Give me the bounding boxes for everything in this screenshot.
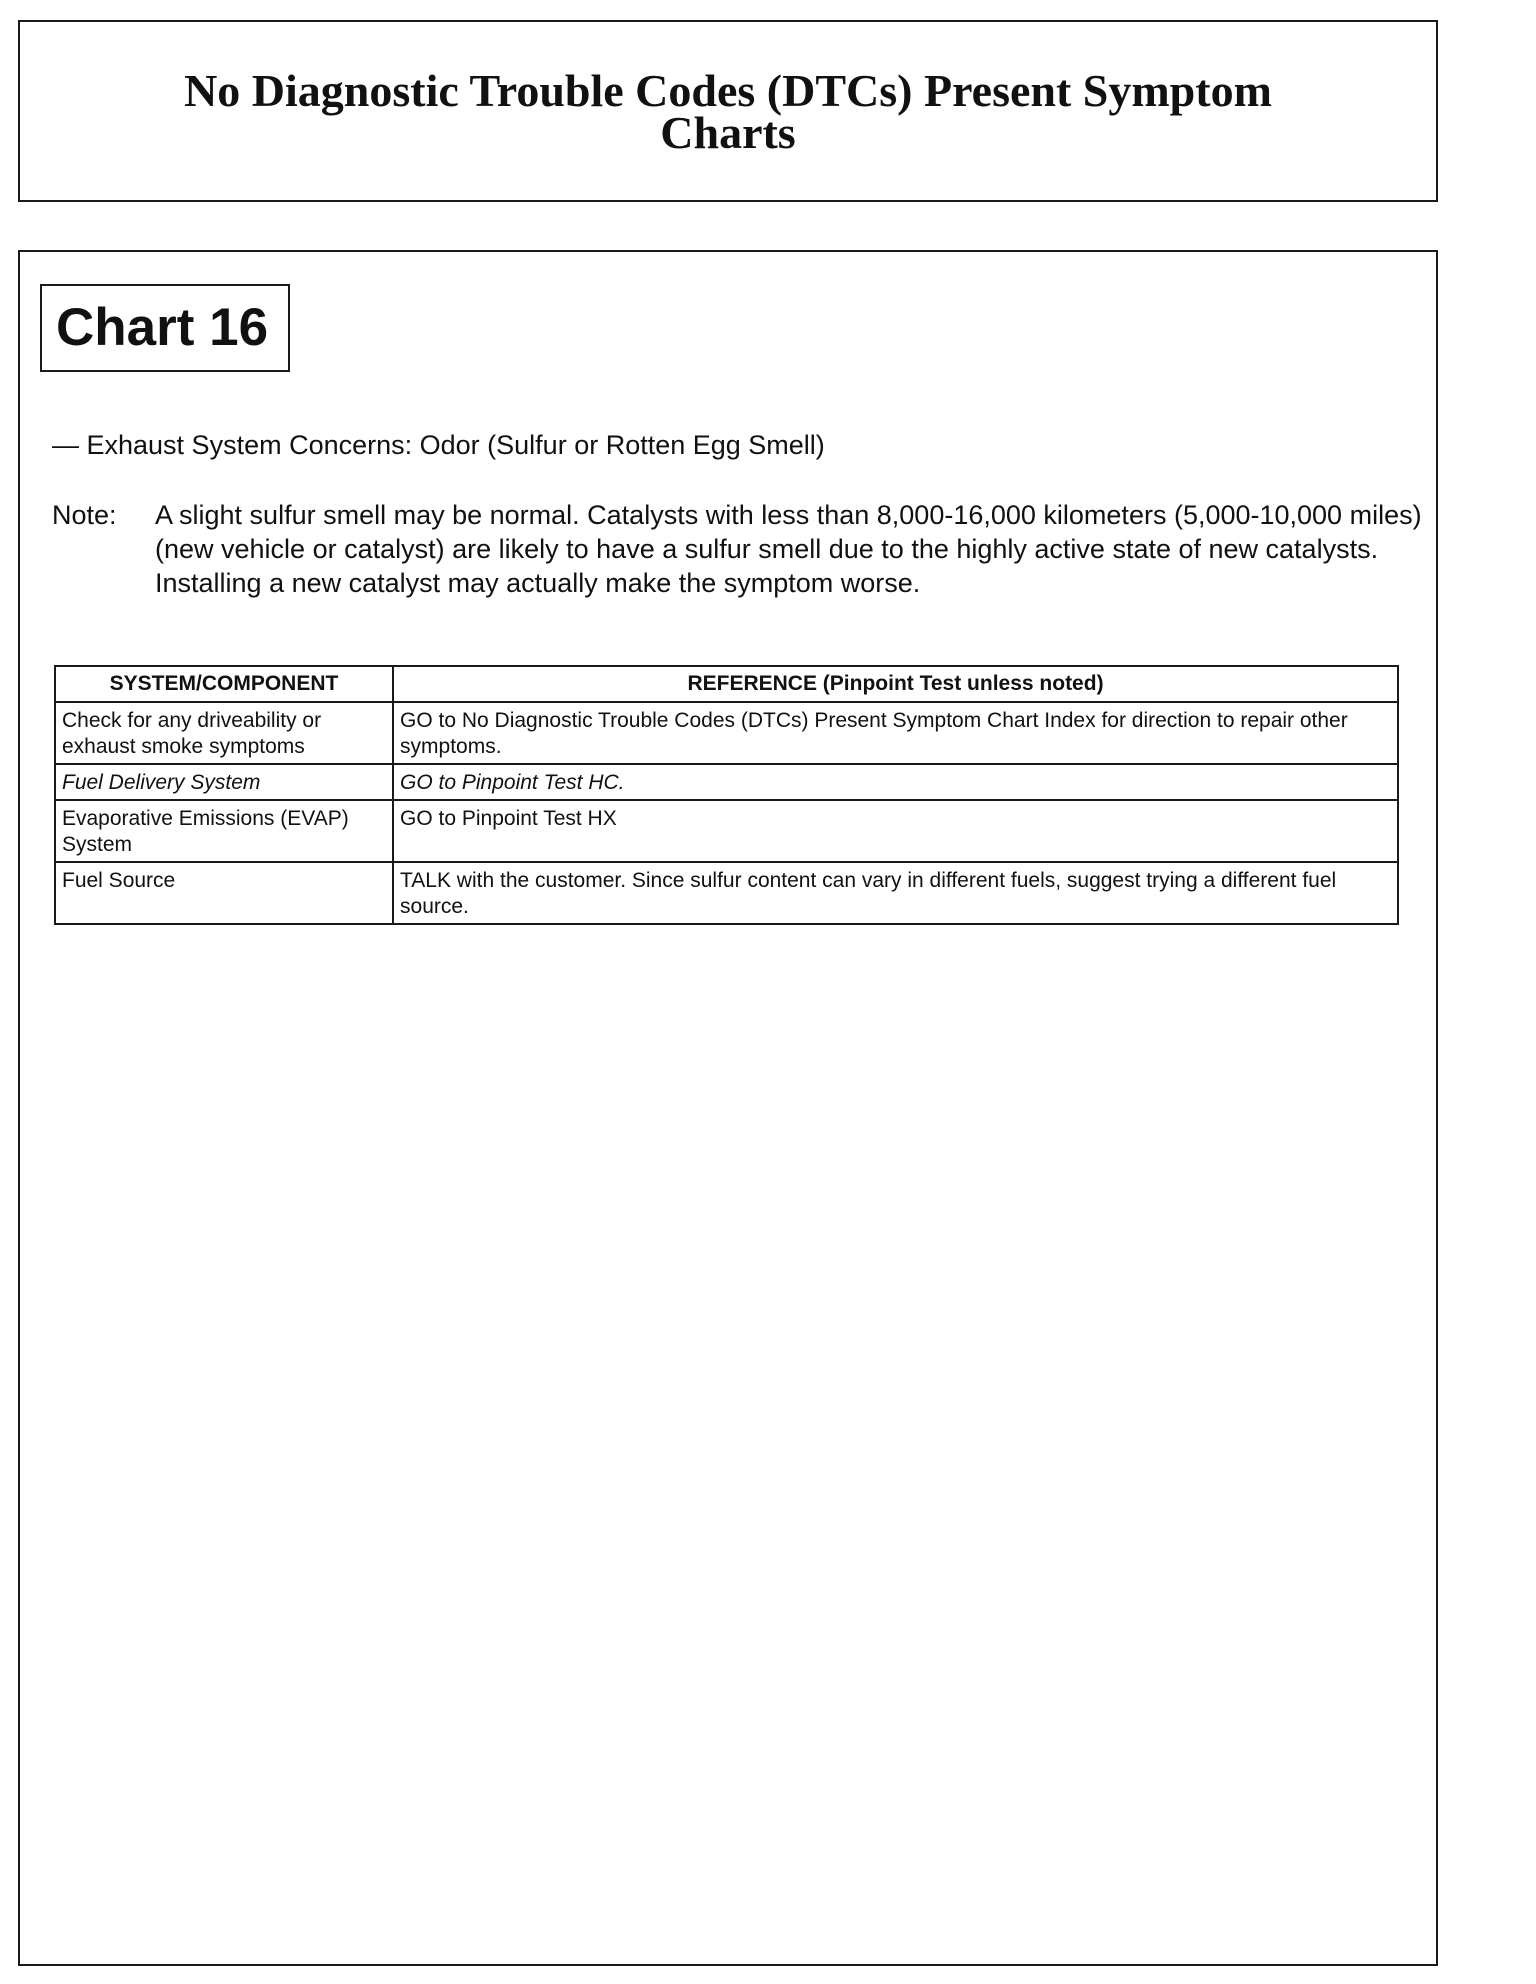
chart-number-label: Chart 16 — [40, 284, 290, 372]
note-label: Note: — [52, 500, 117, 530]
table-row — [55, 862, 1398, 924]
reference-cell: GO to No Diagnostic Trouble Codes (DTCs) Present Symptom Chart Index for direction to repair other symptoms. — [393, 702, 1398, 764]
component-cell: Fuel Delivery System — [55, 764, 393, 800]
reference-cell: GO to Pinpoint Test HX — [393, 800, 1398, 862]
header-reference: REFERENCE (Pinpoint Test unless noted) — [393, 666, 1398, 702]
chart-panel — [18, 250, 1438, 1966]
reference-cell: GO to Pinpoint Test HC. — [393, 764, 1398, 800]
table-header-row — [55, 666, 1398, 702]
note-text: A slight sulfur smell may be normal. Catalysts with less than 8,000-16,000 kilometers (5,000-10,000 miles) (new vehicle or catalyst) are likely to have a sulfur smell due to the highly active state of new catalysts. Installing a new catalyst may actually make the symptom worse. — [155, 500, 1422, 598]
symptom-table — [54, 665, 1399, 925]
page-title — [20, 65, 1436, 158]
title-line-2: Charts — [660, 107, 796, 158]
title-box — [18, 20, 1438, 202]
title-line-1: No Diagnostic Trouble Codes (DTCs) Present Symptom — [184, 65, 1272, 116]
table-row — [55, 800, 1398, 862]
component-cell: Check for any driveability or exhaust smoke symptoms — [55, 702, 393, 764]
component-cell: Fuel Source — [55, 862, 393, 924]
header-system-component: SYSTEM/COMPONENT — [55, 666, 393, 702]
table-row — [55, 702, 1398, 764]
component-cell: Evaporative Emissions (EVAP) System — [55, 800, 393, 862]
reference-cell: TALK with the customer. Since sulfur content can vary in different fuels, suggest trying a different fuel source. — [393, 862, 1398, 924]
concern-heading: — Exhaust System Concerns: Odor (Sulfur or Rotten Egg Smell) — [52, 430, 825, 460]
table-row — [55, 764, 1398, 800]
